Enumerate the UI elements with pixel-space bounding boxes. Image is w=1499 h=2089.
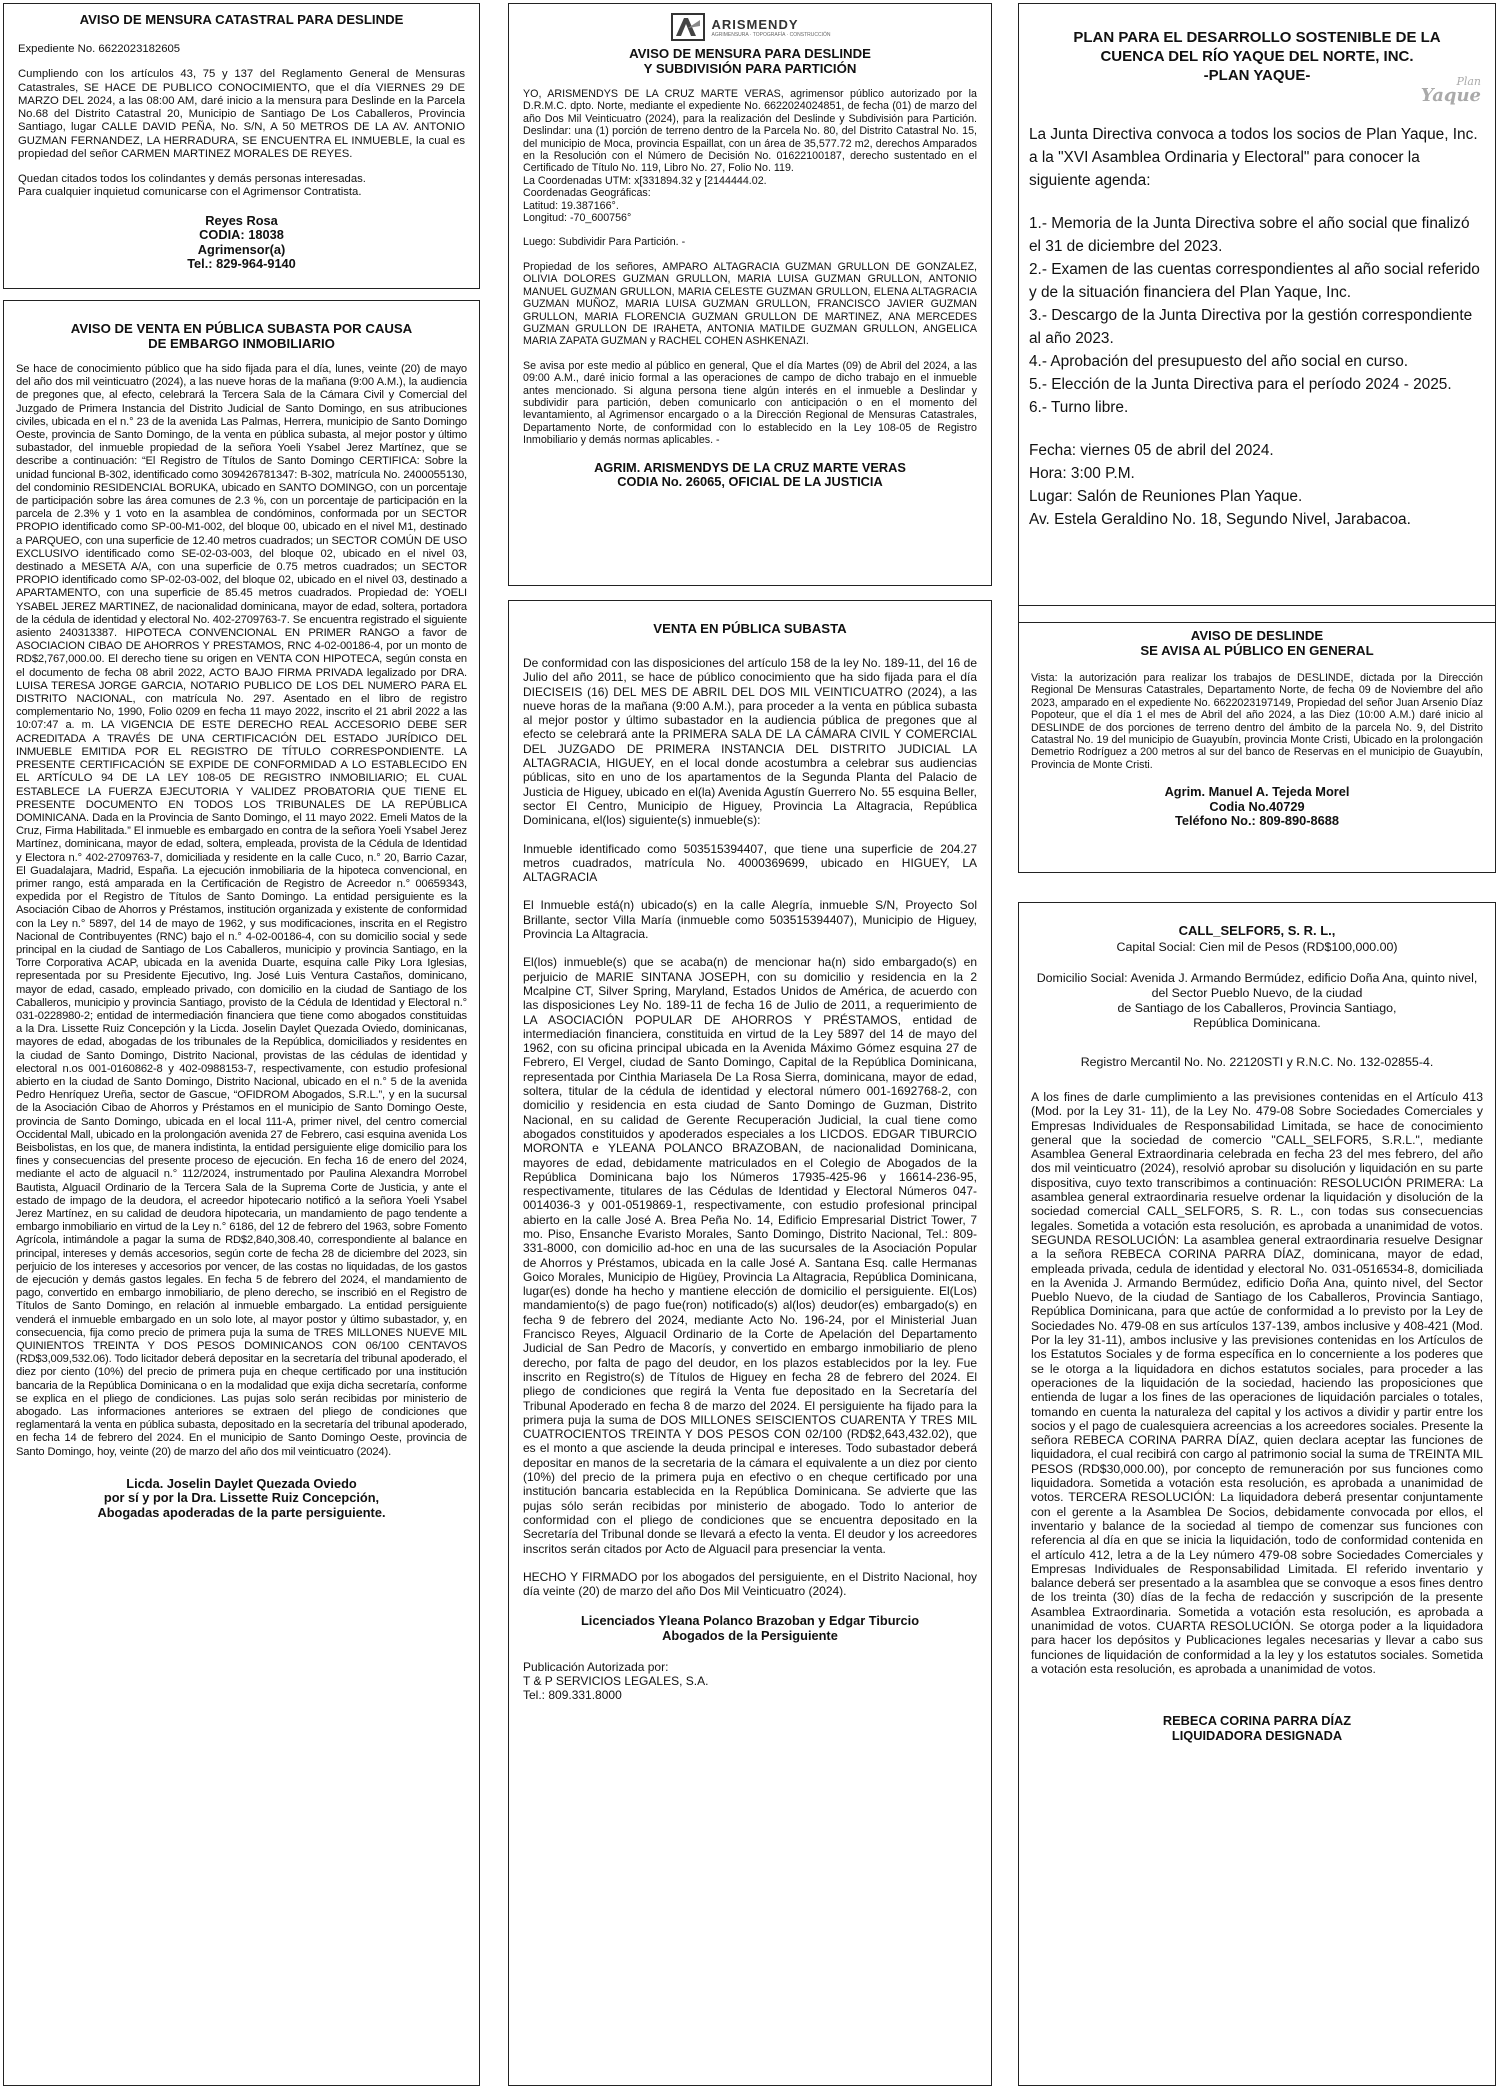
paragraph-4: El(los) inmueble(s) que se acaba(n) de mencionar ha(n) sido embargado(s) en perjuicio de MARIE SINTANA JOSEPH, con su domicilio y residencia en la 2 Mcalpine CT, Silver Spring, Maryland, Estados Unidos de América, de acuerdo con las disposiciones Ley No. 189-11 de fecha 16 de Julio de 2011, a requerimiento de LA ASOCIACIÓN POPULAR DE AHORROS Y PRÉSTAMOS, entidad de intermediación financiera, constituida en virtud de la Ley 5897 del 14 de mayo del 1962, con su oficina principal ubicada en la Avenida Máximo Gómez esquina 27 de Febrero, El Vergel, ciudad de Santo Domingo, Capital de la República Dominicana, representada por Cinthia Mariasela De La Rosa Sierra, dominicana, mayor de edad, soltera, titular de la cédula de identidad y electoral número 001-1692768-2, con domicilio y residencia en esta ciudad de Santo Domingo de Guzman, Distrito Nacional, en su calidad de Gerente Recuperación Judicial, la cual tiene como abogados constituidos y apoderados especiales a los LICDOS. EDGAR TIBURCIO MORONTA e YLEANA POLANCO BRAZOBAN, de nacionalidad Dominicana, mayores de edad, debidamente matriculados en el Colegio de Abogados de la República Dominicana bajo los Números 17935-425-96 y 16614-236-95, respectivamente, titulares de las Cédulas de Identidad y Electoral Números 047-0014036-3 y 001-0519869-1, respectivamente, con estudio profesional principal abierto en la calle José A. Brea Peña No. 14, Edificio Empresarial District Tower, 7 mo. Piso, Ensanche Evaristo Morales, Santo Domingo, Distrito Nacional, Tel.: 809-331-8000, con domicilio ad-hoc en una de las sucursales de la Asociación Popular de Ahorros y Préstamos, ubicada en la calle José A. Santana Esq. calle Hermanas Goico Morales, Municipio de Higüey, Provincia La Altagracia, República Dominicana, lugar(es) donde ha hecho y mantiene elección de domicilio el persiguiente. El(Los) mandamiento(s) de pago fue(ron) notificado(s) al(los) deudor(es) embargado(s) en fecha 9 de febrero del 2024, mediante Acto No. 196-24, por el Ministerial Juan Francisco Reyes, Alguacil Ordinario de la Corte de Apelación del Departamento Judicial de San Pedro de Macorís, y convertido en embargo inmobiliario de pleno derecho, por falta de pago del deudor, en los plazos establecidos por la ley. Fue inscrito en Registro(s) de Títulos de Higuey en fecha 28 de febrero del 2024. El pliego de condiciones que regirá la Venta fue depositado en la Secretaría del Tribunal Apoderado en fecha 8 de marzo del 2024. El persiguiente ha fijado para la primera puja la suma de DOS MILLONES SEISCIENTOS CUARENTA Y TRES MIL CUATROCIENTOS TREINTA Y DOS PESOS CON 02/100 (RD$2,643,432.02), que es el monto a que asciende la deuda principal e intereses. Todo subastador deberá depositar en manos de la secretaria de la cámara el equivalente a un diez por ciento (10%) del precio de la primera puja en efectivo o en cheque certificado por una institución bancaria establecida en la República Dominicana. Se advierte que las pujas sólo serán recibidas por ministerio de abogado. Todo lo anterior de conformidad con el pliego de condiciones que se encuentra depositado en la Secretaría del Tribunal donde se llevará a efecto la venta. El deudor y los acreedores inscritos serán citados por Acto de Alguacil para presenciar la venta. <box>523 955 977 1556</box>
domicile: Domicilio Social: Avenida J. Armando Bermúdez, edificio Doña Ana, quinto nivel, del Sector Pueblo Nuevo, de la ciudad de Santiago de los Caballeros, Provincia Santiago, República Dominicana. <box>1036 971 1478 1030</box>
signature: Reyes Rosa CODIA: 18038 Agrimensor(a) Tel.: 829-964-9140 <box>187 212 296 272</box>
meeting-details: Fecha: viernes 05 de abril del 2024. Hora: 3:00 P.M. Lugar: Salón de Reuniones Plan Yaque. Av. Estela Geraldino No. 18, Segundo Nivel, Jarabacoa. <box>1029 442 1411 528</box>
notice-text: Se avisa por este medio al público en general, Que el día Martes (09) de Abril del 2024, a las 09:00 A.M., daré inicio formal a las operaciones de campo de dicho trabajo en el inmueble antes mencionado. Si alguna persona tiene algún interés en el inmueble a Deslindar y subdividir para partición, deben comunicarlo con anticipación o en el momento del levantamiento, al Agrimensor encargado o a la Dirección Regional de Mensuras Catastrales, Departamento Norte, de conformidad con lo establecido en la Ley 108-05 de Registro Inmobiliario y demás normas aplicables. - <box>523 359 977 447</box>
notice-mensura-subdivision <box>508 3 992 586</box>
arismendy-logo-icon <box>670 12 706 42</box>
notice-body: A los fines de darle cumplimiento a las previsiones contenidas en el Artículo 413 (Mod. por la Ley 31- 11), de la Ley No. 479-08 Sobre Sociedades Comerciales y Empresas Individuales de Responsabilidad Limitada, se hace de conocimiento general que la sociedad de comercio "CALL_SELFOR5, S.R.L.", mediante Asamblea General Extraordinaria celebrada en fecha 23 del mes febrero, del año dos mil veinticuatro (2024), resolvió aprobar su disolución y liquidación en su parte dispositiva, cuyo texto transcribimos a continuación: RESOLUCIÓN PRIMERA: La asamblea general extraordinaria resuelve ordenar la liquidación y disolución de la sociedad comercial CALL_SELFOR5, S. R. L., con todas sus consecuencias legales. Sometida a votación esta resolución, es aprobada a unanimidad de votos. SEGUNDA RESOLUCIÓN: La asamblea general extraordinaria resuelve Designar a la señora REBECA CORINA PARRA DÍAZ, dominicana, mayor de edad, empleada privada, cedula de identidad y electoral No. 031-0516534-8, domiciliada en la Avenida J. Armando Bermúdez, edificio Doña Ana, quinto nivel, del Sector Pueblo Nuevo, de la ciudad de Santiago de los Caballeros, Provincia Santiago, República Dominicana, para que actúe de conformidad a lo previsto por la Ley de Sociedades No. 479-08 en sus artículos 137-139, ambos inclusive y 408-421 (Mod. Por la ley 31-11), ambos inclusive y las previsiones contenidas en los Artículos de los Estatutos Sociales y de forma específica en lo concerniente a los poderes que se le otorga a la liquidadora en dichos estatutos sociales, para proceder a las operaciones de la liquidación de la sociedad, haciendo las proposiciones que entienda de lugar a los fines de las operaciones de liquidación parciales o totales, tomando en cuenta la naturaleza del capital y los activos a dividir y partir entre los socios y el pago de cualesquiera acreencias a los acreedores sociales. Presente la señora REBECA CORINA PARRA DÍAZ, quien declara aceptar las funciones de liquidadora, el cual recibirá con cargo al patrimonio social la suma de TREINTA MIL PESOS (RD$30,000.00), por concepto de remuneración por sus funciones como liquidadora. Sometida a votación esta resolución, es aprobada a unanimidad de votos. TERCERA RESOLUCIÓN: La liquidadora deberá presentar conjuntamente con el gerente a la Asamblea De Socios, debidamente convocada por ellos, el inventario y balance de la sociedad al tiempo de comenzar sus funciones con referencia al día en que se inicia la liquidación, todo de conformidad contenida en el artículo 412, letra a de la Ley número 479-08 sobre Sociedades Comerciales y Empresas Individuales de Responsabilidad Limitada. El referido inventario y balance deberá ser presentado a la asamblea que se convoque a esos fines dentro de los treinta (30) días de la fecha de redacción y suscripción de la presente Asamblea Extraordinaria. Sometida a votación esta resolución, es aprobada a unanimidad de votos. CUARTA RESOLUCIÓN. Se otorga poder a la liquidadora para hacer los depósitos y Publicaciones legales necesarias y llevar a cabo sus funciones de liquidación de conformidad a la ley y los estatutos sociales. Sometida a votación esta resolución, es aprobada a unanimidad de votos. <box>1031 1090 1483 1676</box>
notice-title: AVISO DE MENSURA PARA DESLINDE Y SUBDIVISIÓN PARA PARTICIÓN <box>629 46 871 76</box>
company-name: CALL_SELFOR5, S. R. L., <box>1178 923 1336 938</box>
notice-purpose: Luego: Subdividir Para Partición. - <box>523 236 686 249</box>
notice-body: Cumpliendo con los artículos 43, 75 y 137 del Reglamento General de Mensuras Catastrales, SE HACE DE PUBLICO CONOCIMIENTO, que el día VIERNES 29 DE MARZO DEL 2024, a las 08:00 AM, daré inicio a la mensura para Deslinde en la Parcela No.68 del Distrito Catastral 20, Municipio de Santiago De Los Caballeros, Provincia Santiago, lugar CALLE DAVID PEÑA, No. S/N, A 50 METROS DE LA AV. ANTONIO GUZMAN FERNANDEZ, LA HERRADURA, SE ENCUENTRA EL INMUEBLE, la cual es propiedad del señor CARMEN MARTINEZ MORALES DE REYES. <box>18 68 465 160</box>
logo-text: ARISMENDY <box>711 16 799 32</box>
logo-yaque: Yaque <box>1420 85 1481 106</box>
capital: Capital Social: Cien mil de Pesos (RD$100,000.00) <box>1116 940 1398 954</box>
notice-title: PLAN PARA EL DESARROLLO SOSTENIBLE DE LA CUENCA DEL RÍO YAQUE DEL NORTE, INC. -PLAN YAQUE- <box>1073 29 1441 84</box>
publisher: Publicación Autorizada por: T & P SERVICIOS LEGALES, S.A. Tel.: 809.331.8000 <box>523 1659 709 1703</box>
signature: Agrim. Manuel A. Tejeda Morel Codia No.40729 Teléfono No.: 809-890-8688 <box>1164 784 1350 829</box>
paragraph-3: El Inmueble está(n) ubicado(s) en la calle Alegría, inmueble S/N, Proyecto Sol Brillante, sector Villa María (inmueble como 503515394407), Municipio de Higuey, Provincia La Altagracia. <box>523 898 977 942</box>
registry: Registro Mercantil No. No. 22120STI y R.N.C. No. 132-02855-4. <box>1080 1055 1434 1069</box>
paragraph-2: Inmueble identificado como 503515394407, que tiene una superficie de 204.27 metros cuadrados, matrícula No. 4000369699, ubicado en HIGUEY, LA ALTAGRACIA <box>523 841 977 885</box>
notice-title: AVISO DE MENSURA CATASTRAL PARA DESLINDE <box>79 12 404 27</box>
notice-body: Vista: la autorización para realizar los trabajos de DESLINDE, dictada por la Dirección Regional De Mensuras Catastrales, Departamento Norte, de fecha 09 de Noviembre del año 2023, amparado en el expediente No. 6622023197149, Propiedad del señor Juan Arsenio Díaz Popoteur, que el día 1 el mes de Abril del año 2024, a las Diez (10:00 A.M.) daré inicio al DESLINDE de dos porciones de terreno dentro del ámbito de la parcela No. 9, del Distrito Catastral No. 19 del municipio de Guayubín, provincia Monte Cristi, Ubicado en la prolongación Demetrio Rodríguez a 200 metros al sur del banco de Reservas en el municipio de Guayubín, Provincia de Monte Cristi. <box>1031 672 1483 771</box>
expediente: Expediente No. 6622023182605 <box>18 43 181 55</box>
notice-mensura-catastral <box>3 3 480 289</box>
notice-body: Se hace de conocimiento público que ha sido fijada para el día, lunes, veinte (20) de mayo del año dos mil veinticuatro (2024), a las nueve horas de la mañana (9:00 A.M.), la audiencia de pregones que, al efecto, celebrará la Tercera Sala de la Cámara Civil y Comercial del Juzgado de Primera Instancia del Distrito Judicial de Santo Domingo, en sus atribuciones civiles, ubicada en el n.° 23 de la avenida Las Palmas, Herrera, municipio de Santo Domingo Oeste, provincia de Santo Domingo, de la venta en pública subasta, al mejor postor y último subastador, del inmueble propiedad de la señora Yoeli Ysabel Jerez Martínez, que se describe a continuación: “El Registro de Títulos de Santo Domingo CERTIFICA: Sobre la unidad funcional B-302, identificado como 309426781347: B-302, matrícula No. 2400055130, del condominio RESIDENCIAL BORUKA, ubicado en SANTO DOMINGO, con un porcentaje de participación sobre las área comunes de 2.3 %, con un porcentaje de participación en la parcela de 2.3% y 1 voto en la asamblea de condóminos, conformada por un SECTOR PROPIO identificado como SP-00-M1-002, del bloque 00, ubicado en el nivel M1, destinado a PARQUEO, con una superficie de 12.40 metros cuadrados; un SECTOR COMÚN DE USO EXCLUSIVO identificado como SE-02-03-003, del bloque 02, ubicado en el nivel 03, destinado a MESETA A/A, con una superficie de 0.75 metros cuadrados; un SECTOR PROPIO identificado como SP-02-03-002, del bloque 02, ubicado en el nivel 03, destinado a APARTAMENTO, con una superficie de 85.45 metros cuadrados. Propiedad de: YOELI YSABEL JEREZ MARTINEZ, de nacionalidad dominicana, mayor de edad, soltera, portadora de la cédula de identidad y electoral No. 402-2709763-7. Se encuentra registrado el siguiente asiento 240313387. HIPOTECA CONVENCIONAL EN PRIMER RANGO a favor de ASOCIACION CIBAO DE AHORROS Y PRESTAMOS, RNC 4-02-00186-4, por un monto de RD$2,767,000.00. El derecho tiene su origen en VENTA CON HIPOTECA, según consta en el documento de fecha 08 abril 2022, ACTO BAJO FIRMA PRIVADA legalizado por DRA. LUISA TERESA JORGE GARCIA, NOTARIO PUBLICO DE LOS DEL NUMERO PARA EL DISTRITO NACIONAL, con matrícula No. 297. Asentado en el libro de registro complementario No, 1990, Folio 0209 en fecha 11 mayo 2022, inscrito el 21 abril 2022 a las 10:07:47 a. m. LA VIGENCIA DE ESTE DERECHO REAL ACCESORIO DEBE SER ACREDITADA A TRAVÉS DE UNA CERTIFICACIÓN DEL ESTADO JURÍDICO DEL INMUEBLE EMITIDA POR EL REGISTRO DE TÍTULO CORRESPONDIENTE. LA PRESENTE CERTIFICACIÓN SE EXPIDE DE CONFORMIDAD A LO ESTABLECIDO EN EL ARTÍCULO 94 DE LA LEY 108-05 DE REGISTRO INMOBILIARIO; EL CUAL ESTABLECE LA FUERZA EJECUTORIA Y VALIDEZ PROBATORIA QUE TIENE EL PRESENTE DOCUMENTO EN TODOS LOS TRIBUNALES DE LA REPÚBLICA DOMINICANA. Dada en la Provincia de Santo Domingo, el 11 mayo 2022. Emeli Matos de la Cruz, Firma Habilitada.” El inmueble es embargado en contra de la señora Yoeli Ysabel Jerez Martínez, dominicana, mayor de edad, soltera, empleada, provista de la Cédula de Identidad y Electora n.° 402-2709763-7, domiciliada y residente en la calle Cuco, n.° 20, Barrio Cazar, El Guadalajara, Madrid, España. La ejecución inmobiliaria de la hipoteca convencional, en primer rango, está amparada en la Certificación de Registro de Acreedor n.° 00659343, expedida por el Registro de Títulos de Santo Domingo. La entidad persiguiente es la Asociación Cibao de Ahorros y Préstamos, institución organizada y existente de conformidad con la Ley n.° 5897, del 14 de mayo de 1962, y sus modificaciones, inscrita en el Registro Nacional de Contribuyentes (RNC) bajo el n.° 4-02-00186-4, con su domicilio social y sede principal en la ciudad de Santiago de Los Caballeros, municipio y provincia Santiago, en la Torre Corporativa ACAP, ubicada en la avenida Duarte, esquina calle Piky Lora Iglesias, representada por su Presidente Ejecutivo, Ing. José Luis Ventura Castaños, dominicano, mayor de edad, casado, empleado privado, con domicilio en la ciudad de Santiago de los Caballeros, municipio y provincia Santiago, provisto de la Cédula de Identidad y Electoral n.° 031-0228980-2; entidad de intermediación financiera que tiene como abogados constituidas a la Dra. Lissette Ruiz Concepción y la Licda. Joselin Daylet Quezada Oviedo, dominicanas, mayores de edad, abogadas de los tribunales de la República, domiciliados y residentes en la ciudad de Santo Domingo, Distrito Nacional, provistas de las cédulas de identidad y electoral n.os 001-0160862-8 y 402-0988153-7, respectivamente, con estudio profesional abierto en la ciudad de Santo Domingo, Distrito Nacional, ubicado en el n.° 5 de la avenida Pedro Henríquez Ureña, sector de Gascue, “OFIDROM Abogados, S.R.L.”, y en la sucursal de la Asociación Cibao de Ahorros y Préstamos en el municipio de Santo Domingo Oeste, provincia de Santo Domingo, ubicada en el local 111-A, primer nivel, del centro comercial Occidental Mall, ubicado en la prolongación avenida 27 de Febrero, casi esquina avenida Los Beisbolistas, en los que, de manera indistinta, la entidad persiguiente elige domicilio para los fines y consecuencias del presente proceso de ejecución. En fecha 16 de enero del 2024, mediante el acto de alguacil n.° 112/2024, instrumentado por Paulina Alexandra Morrobel Bautista, Alguacil Ordinario de la Tercera Sala de la Suprema Corte de Justicia, y ante el estado de impago de la deudora, el acreedor hipotecario notificó a la señora Yoeli Ysabel Jerez Martínez, en su calidad de deudora hipotecaria, un mandamiento de pago tendente a embargo inmobiliario en virtud de la Ley n.° 6186, del 12 de febrero del 1963, sobre Fomento Agrícola, intimándole a pagar la suma de RD$2,840,308.40, correspondiente al balance en principal, intereses y demás accesorios, según corte de fecha 28 de diciembre del 2023, sin perjuicio de los intereses y accesorios por vencer, de las costas no liquidadas, de los gastos de ejecución y demás gastos legales. En fecha 5 de febrero del 2024, el mandamiento de pago, convertido en embargo inmobiliario, de pleno derecho, se inscribió en el Registro de Títulos de Santo Domingo, en relación al inmueble embargado. La entidad persiguiente venderá el inmueble embargado en un solo lote, al mayor postor y último subastador, y, en consecuencia, fija como precio de primera puja la suma de TRES MILLONES NUEVE MIL QUINIENTOS TREINTA Y DOS PESOS DOMINICANOS CON 06/100 CENTAVOS (RD$3,009,532.06). Todo licitador deberá depositar en la secretaría del tribunal apoderado, el diez por ciento (10%) del precio de primera puja en cheque certificado por una institución bancaria de la República Dominicana o en la modalidad que exija dicha secretaría, conforme se explica en el pliego de condiciones. Las pujas solo serán recibidas por ministerio de abogado. Las informaciones anteriores se extraen del pliego de condiciones que reglamentará la venta en pública subasta, depositado en la secretaría del tribunal apoderado, en fecha 14 de febrero del 2024. En el municipio de Santo Domingo Oeste, provincia de Santo Domingo, hoy, veinte (20) de marzo del año dos mil veinticuatro (2024). <box>16 363 467 1458</box>
notice-venta-subasta-embargo <box>3 300 480 2086</box>
notice-title: VENTA EN PÚBLICA SUBASTA <box>653 621 847 636</box>
signature: AGRIM. ARISMENDYS DE LA CRUZ MARTE VERAS CODIA No. 26065, OFICIAL DE LA JUSTICIA <box>594 459 906 490</box>
signature: Licda. Joselin Daylet Quezada Oviedo por sí y por la Dra. Lissette Ruiz Concepción, Abogadas apoderadas de la parte persiguiente. <box>97 1475 386 1521</box>
paragraph-1: De conformidad con las disposiciones del artículo 158 de la ley No. 189-11, del 16 de Julio del año 2011, se hace de público conocimiento que ha sido fijada para el día DIECISEIS (16) DEL MES DE ABRIL DEL DOS MIL VEINTICUATRO (2024), a las nueve horas de la mañana (9:00 A.M.), para proceder a la venta en pública subasta al mejor postor y último subastador en la audiencia pública de pregones que al efecto se celebrará ante la PRIMERA SALA DE LA CÁMARA CIVIL Y COMERCIAL DEL JUZGADO DE PRIMERA INSTANCIA DEL DISTRITO JUDICIAL LA ALTAGRACIA, HIGUEY, en el local donde acostumbra a celebrar sus audiencias públicas, sito en uno de los apartamentos de la Segunda Planta del Palacio de Justicia de Higuey, ubicado en el(la) Avenida Agustín Guerrero No. 55 esquina Beller, sector El Centro, Municipio de Higuey, Provincia La Altagracia, República Dominicana, el(los) siguiente(s) inmueble(s): <box>523 656 977 828</box>
arismendy-logo <box>523 12 977 42</box>
signature: REBECA CORINA PARRA DÍAZ LIQUIDADORA DESIGNADA <box>1162 1713 1352 1743</box>
notice-closing: Quedan citados todos los colindantes y demás personas interesadas. Para cualquier inquietud comunicarse con el Agrimensor Contratista. <box>18 173 366 199</box>
logo-subtext: AGRIMENSURA · TOPOGRAFÍA · CONSTRUCCIÓN <box>711 31 831 38</box>
paragraph-5: HECHO Y FIRMADO por los abogados del persiguiente, en el Distrito Nacional, hoy día veinte (20) de marzo del año Dos Mil Veinticuatro (2024). <box>523 1569 977 1599</box>
logo-plan: Plan <box>1456 75 1481 88</box>
notice-call-selfor5 <box>1018 902 1496 2086</box>
notice-deslinde <box>1018 605 1496 873</box>
notice-title: AVISO DE VENTA EN PÚBLICA SUBASTA POR CAUSA DE EMBARGO INMOBILIARIO <box>70 321 413 351</box>
agenda-list: 1.- Memoria de la Junta Directiva sobre el año social que finalizó el 31 de diciembre del 2023. 2.- Examen de las cuentas correspondientes al año social referido y de la situación financiera del Plan Yaque, Inc. 3.- Descargo de la Junta Directiva por la gestión correspondiente al año 2023. 4.- Aprobación del presupuesto del año social en curso. 5.- Elección de la Junta Directiva para el período 2024 - 2025. 6.- Turno libre. <box>1029 215 1480 416</box>
notice-venta-publica-subasta <box>508 600 992 2086</box>
notice-body: YO, ARISMENDYS DE LA CRUZ MARTE VERAS, agrimensor público autorizado por la D.R.M.C. dpto. Norte, mediante el expediente No. 6622024024851, de fecha (01) de marzo del año Dos Mil Veinticuatro (2024), para la realización del Deslinde y Subdivisión para Partición. Deslindar: una (1) porción de terreno dentro de la Parcela No. 80, del Distrito Catastral No. 15, del municipio de Moca, provincia Espaillat, con un área de 35,577.72 m2, derechos Amparados en la Resolución con el Número de Decisión No. 01622100187, derecho sustentado en el Certificado de Título No. 119, Libro No. 27, Folio No. 119. La Coordenadas UTM: x[331894.32 y [2144444.02. Coordenadas Geográficas: Latitud: 19.387166°. Longitud: -70_600756° <box>523 88 977 225</box>
notice-owners: Propiedad de los señores, AMPARO ALTAGRACIA GUZMAN GRULLON DE GONZALEZ, OLIVIA DOLORES GUZMAN GRULLON, MARIA LUISA GUZMAN GRULLON, ANTONIO MANUEL GUZMAN GRULLON, MARIA CELESTE GUZMAN GRULLON, ELENA ALTAGRACIA GUZMAN MUÑOZ, MARIA LUISA GUZMAN GRULLON, FRANCISCO JAVIER GUZMAN GRULLON, MARIA FLORENCIA GUZMAN GRULLON DE MARTINEZ, ANA MERCEDES GUZMAN GRULLON DE IRAHETA, ANTONIA MATILDE GUZMAN GRULLON, ANGELICA MARIA ZAPATA GUZMAN y RACHEL COHEN ASHKENAZI. <box>523 260 977 348</box>
plan-yaque-logo <box>1421 76 1481 105</box>
notice-title: AVISO DE DESLINDE SE AVISA AL PÚBLICO EN GENERAL <box>1140 628 1374 658</box>
signature: Licenciados Yleana Polanco Brazoban y Edgar Tiburcio Abogados de la Persiguiente <box>580 1613 920 1643</box>
notice-plan-yaque <box>1018 3 1496 623</box>
convocation-intro: La Junta Directiva convoca a todos los socios de Plan Yaque, Inc. a la "XVI Asamblea Ordinaria y Electoral" para conocer la siguiente agenda: <box>1029 126 1478 189</box>
